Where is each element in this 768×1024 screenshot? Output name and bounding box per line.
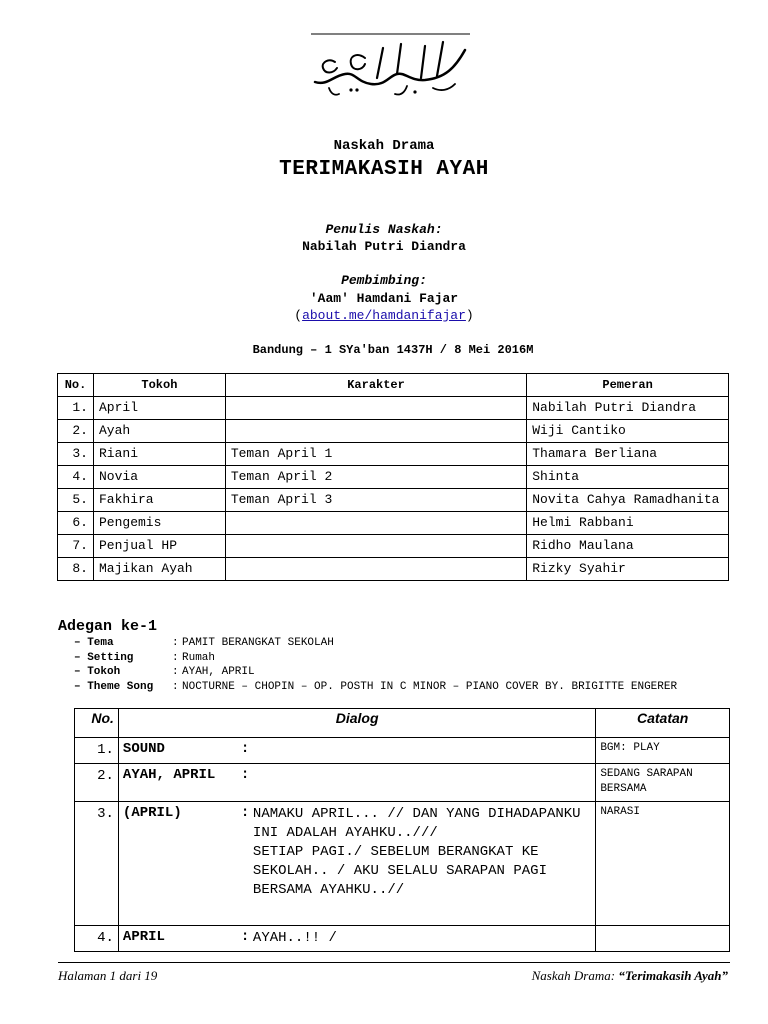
cell-tokoh: Pengemis — [93, 512, 225, 535]
dialog-table-header — [75, 709, 730, 738]
supervisor-link[interactable]: about.me/hamdanifajar — [302, 308, 466, 323]
col-header-tokoh: Tokoh — [93, 374, 225, 397]
dialog-cell — [118, 926, 595, 952]
col-header-dialog: Dialog — [118, 709, 595, 738]
cell-karakter — [225, 512, 526, 535]
cell-karakter: Teman April 3 — [225, 489, 526, 512]
table-row — [58, 535, 729, 558]
table-row — [58, 466, 729, 489]
cell-tokoh: Ayah — [93, 420, 225, 443]
dialog-note — [596, 926, 730, 952]
cell-tokoh: Riani — [93, 443, 225, 466]
cell-no: 5. — [58, 489, 94, 512]
cast-table-header — [58, 374, 729, 397]
dialog-note: SEDANG SARAPAN BERSAMA — [596, 764, 730, 802]
cell-tokoh: Fakhira — [93, 489, 225, 512]
meta-colon: : — [172, 666, 179, 678]
footer-doc-title — [532, 968, 728, 984]
footer-divider — [58, 962, 730, 963]
table-row — [58, 489, 729, 512]
bismillah-calligraphy — [305, 28, 475, 100]
cell-tokoh: Penjual HP — [93, 535, 225, 558]
dialog-text — [253, 805, 583, 900]
cell-pemeran: Ridho Maulana — [527, 535, 729, 558]
paren-open: ( — [294, 308, 303, 323]
footer-page-number: Halaman 1 dari 19 — [58, 968, 158, 983]
supervisor-name: 'Aam' Hamdani Fajar — [309, 291, 459, 306]
dialog-table — [74, 708, 730, 952]
writer-name: Nabilah Putri Diandra — [302, 239, 466, 254]
meta-key: – Tema — [74, 637, 114, 649]
meta-key: – Setting — [74, 652, 134, 664]
col-header-karakter: Karakter — [225, 374, 526, 397]
document-title: TERIMAKASIH AYAH — [279, 158, 489, 181]
table-row — [75, 738, 730, 764]
cell-karakter: Teman April 2 — [225, 466, 526, 489]
dialog-no: 4. — [75, 926, 119, 952]
col-header-catatan: Catatan — [596, 709, 730, 738]
cell-pemeran: Novita Cahya Ramadhanita — [527, 489, 729, 512]
cell-no: 1. — [58, 397, 94, 420]
speaker: AYAH, APRIL — [122, 767, 216, 783]
meta-key: – Tokoh — [74, 666, 121, 678]
meta-value: Rumah — [182, 652, 216, 664]
dialog-colon: : — [240, 767, 250, 783]
cell-no: 2. — [58, 420, 94, 443]
dialog-colon: : — [240, 741, 250, 757]
cell-karakter — [225, 397, 526, 420]
cast-table — [57, 373, 729, 581]
table-row — [58, 397, 729, 420]
speaker: (APRIL) — [122, 805, 182, 821]
cell-pemeran: Rizky Syahir — [527, 558, 729, 581]
cell-no: 8. — [58, 558, 94, 581]
col-header-no: No. — [75, 709, 119, 738]
dialog-note: BGM: PLAY — [596, 738, 730, 764]
table-row — [58, 443, 729, 466]
dialog-colon: : — [240, 805, 250, 821]
dialog-cell — [118, 764, 595, 802]
cell-tokoh: Majikan Ayah — [93, 558, 225, 581]
cell-no: 3. — [58, 443, 94, 466]
table-row — [58, 512, 729, 535]
table-row — [75, 802, 730, 926]
meta-colon: : — [172, 652, 179, 664]
dialog-note: NARASI — [596, 802, 730, 926]
meta-value: PAMIT BERANGKAT SEKOLAH — [182, 637, 334, 649]
col-header-pemeran: Pemeran — [527, 374, 729, 397]
writer-label: Penulis Naskah: — [325, 222, 443, 237]
cell-pemeran: Shinta — [527, 466, 729, 489]
cell-karakter — [225, 535, 526, 558]
col-header-no: No. — [58, 374, 94, 397]
dialog-no: 2. — [75, 764, 119, 802]
table-row — [75, 764, 730, 802]
place-date: Bandung – 1 SYa'ban 1437H / 8 Mei 2016M — [252, 343, 534, 357]
cell-karakter — [225, 558, 526, 581]
dialog-no: 1. — [75, 738, 119, 764]
scene-heading: Adegan ke-1 — [58, 618, 158, 635]
supervisor-link-line — [0, 308, 768, 323]
footer-doc-prefix: Naskah Drama: — [531, 968, 619, 983]
cell-no: 7. — [58, 535, 94, 558]
document-subtitle: Naskah Drama — [333, 138, 435, 154]
speaker: APRIL — [122, 929, 165, 945]
dialog-line: SETIAP PAGI./ SEBELUM BERANGKAT KE SEKOLAH.. / AKU SELALU SARAPAN PAGI BERSAMA AYAHKU..// — [252, 844, 547, 898]
footer-doc-name: “Terimakasih Ayah” — [618, 968, 728, 983]
dialog-line: NAMAKU APRIL... // DAN YANG DIHADAPANKU INI ADALAH AYAHKU../// — [252, 806, 581, 841]
dialog-cell — [118, 738, 595, 764]
cell-pemeran: Thamara Berliana — [527, 443, 729, 466]
table-row — [75, 926, 730, 952]
cell-no: 6. — [58, 512, 94, 535]
dialog-text — [253, 929, 583, 948]
speaker: SOUND — [122, 741, 165, 757]
dialog-line: AYAH..!! / — [252, 930, 337, 946]
cell-pemeran: Nabilah Putri Diandra — [527, 397, 729, 420]
meta-colon: : — [172, 681, 179, 693]
cell-karakter: Teman April 1 — [225, 443, 526, 466]
cell-karakter — [225, 420, 526, 443]
cell-pemeran: Helmi Rabbani — [527, 512, 729, 535]
table-row — [58, 558, 729, 581]
cell-tokoh: Novia — [93, 466, 225, 489]
paren-close: ) — [465, 308, 474, 323]
supervisor-label: Pembimbing: — [341, 273, 427, 288]
cell-no: 4. — [58, 466, 94, 489]
dialog-cell — [118, 802, 595, 926]
meta-value: NOCTURNE – CHOPIN – OP. POSTH IN C MINOR – PIANO COVER BY. BRIGITTE ENGERER — [182, 681, 678, 693]
cell-tokoh: April — [93, 397, 225, 420]
dialog-colon: : — [240, 929, 250, 945]
meta-key: – Theme Song — [74, 681, 154, 693]
table-row — [58, 420, 729, 443]
meta-colon: : — [172, 637, 179, 649]
meta-value: AYAH, APRIL — [182, 666, 255, 678]
dialog-no: 3. — [75, 802, 119, 926]
cell-pemeran: Wiji Cantiko — [527, 420, 729, 443]
